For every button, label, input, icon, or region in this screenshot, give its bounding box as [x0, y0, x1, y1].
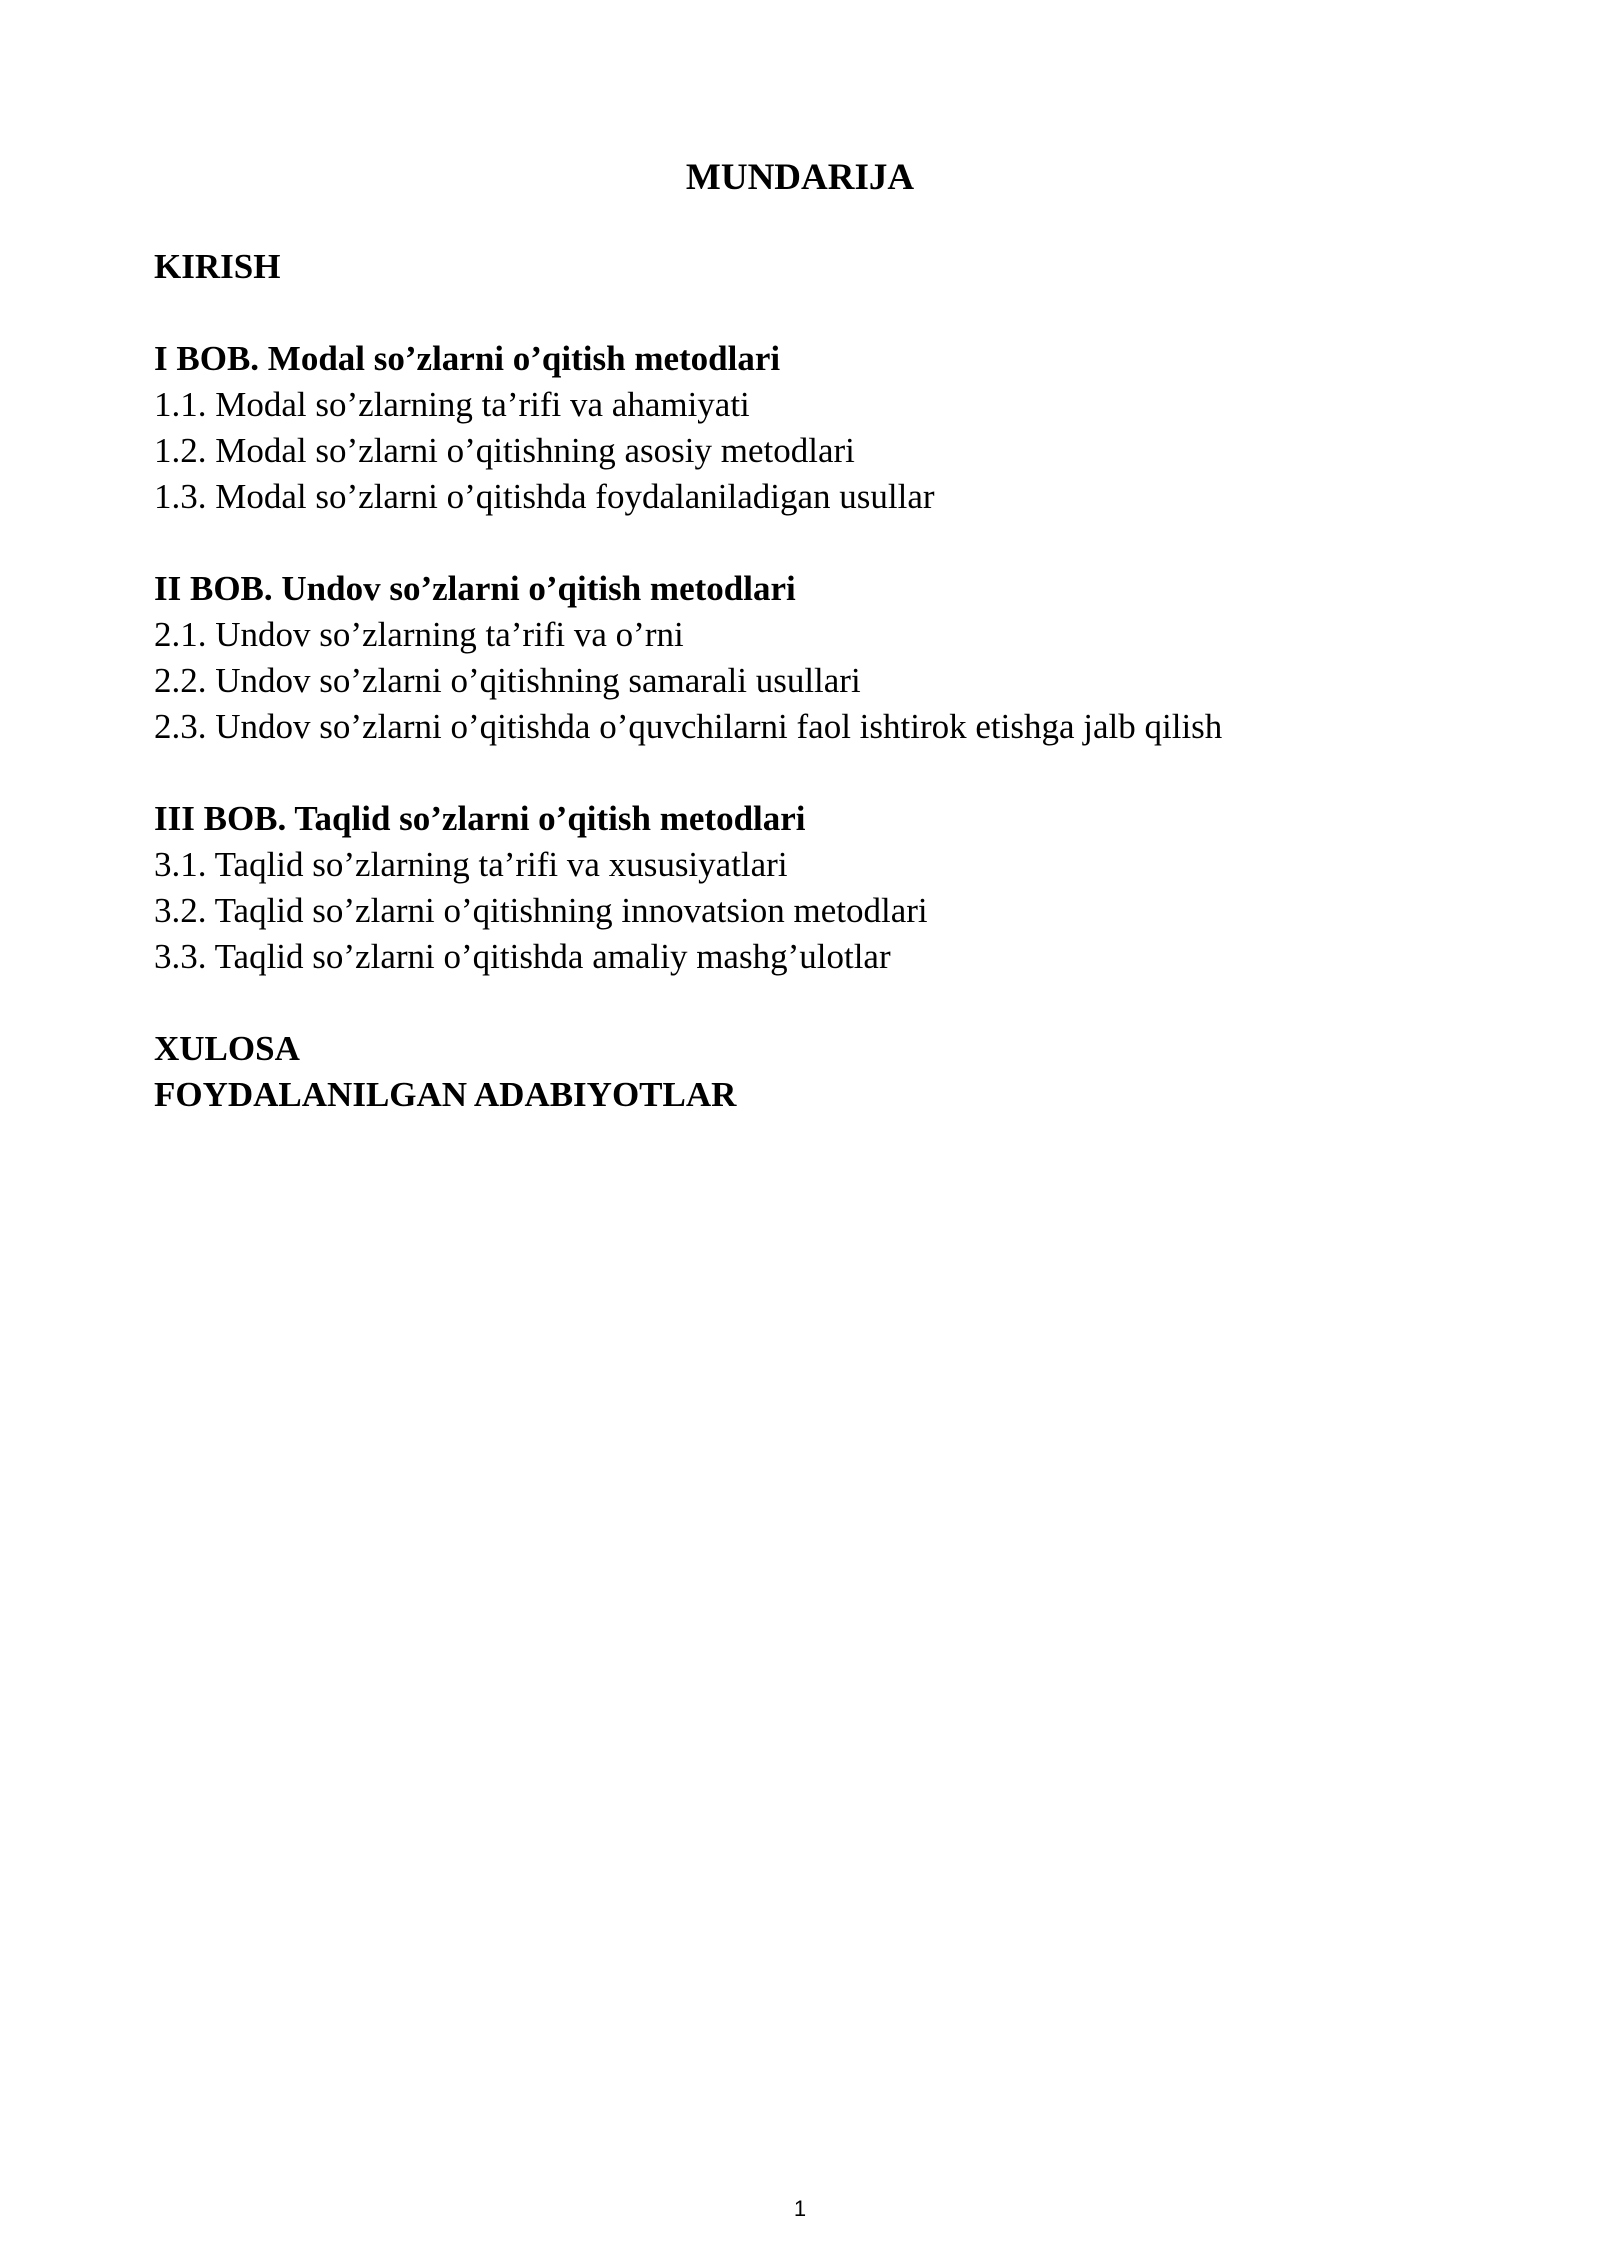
- section-1-3: 1.3. Modal so’zlarni o’qitishda foydalaniladigan usullar: [154, 477, 935, 516]
- section-2-1: 2.1. Undov so’zlarning ta’rifi va o’rni: [154, 615, 684, 654]
- chapter-1-heading: I BOB. Modal so’zlarni o’qitish metodlari: [154, 339, 781, 378]
- toc-introduction: KIRISH: [154, 247, 281, 286]
- table-of-contents: [154, 244, 1454, 1118]
- page-number: 1: [793, 2196, 807, 2221]
- section-3-1: 3.1. Taqlid so’zlarning ta’rifi va xususiyatlari: [154, 845, 788, 884]
- section-2-3: 2.3. Undov so’zlarni o’qitishda o’quvchilarni faol ishtirok etishga jalb qilish: [154, 707, 1223, 746]
- toc-conclusion: XULOSA: [154, 1029, 300, 1068]
- chapter-2-heading: II BOB. Undov so’zlarni o’qitish metodlari: [154, 569, 796, 608]
- chapter-3-heading: III BOB. Taqlid so’zlarni o’qitish metodlari: [154, 799, 806, 838]
- section-1-2: 1.2. Modal so’zlarni o’qitishning asosiy metodlari: [154, 431, 855, 470]
- section-3-2: 3.2. Taqlid so’zlarni o’qitishning innovatsion metodlari: [154, 891, 928, 930]
- spacer: [154, 290, 1454, 336]
- toc-references: FOYDALANILGAN ADABIYOTLAR: [154, 1075, 737, 1114]
- spacer: [154, 750, 1454, 796]
- spacer: [154, 520, 1454, 566]
- section-1-1: 1.1. Modal so’zlarning ta’rifi va ahamiyati: [154, 385, 750, 424]
- page-title: MUNDARIJA: [685, 157, 915, 198]
- section-2-2: 2.2. Undov so’zlarni o’qitishning samarali usullari: [154, 661, 861, 700]
- section-3-3: 3.3. Taqlid so’zlarni o’qitishda amaliy mashg’ulotlar: [154, 937, 891, 976]
- spacer: [154, 980, 1454, 1026]
